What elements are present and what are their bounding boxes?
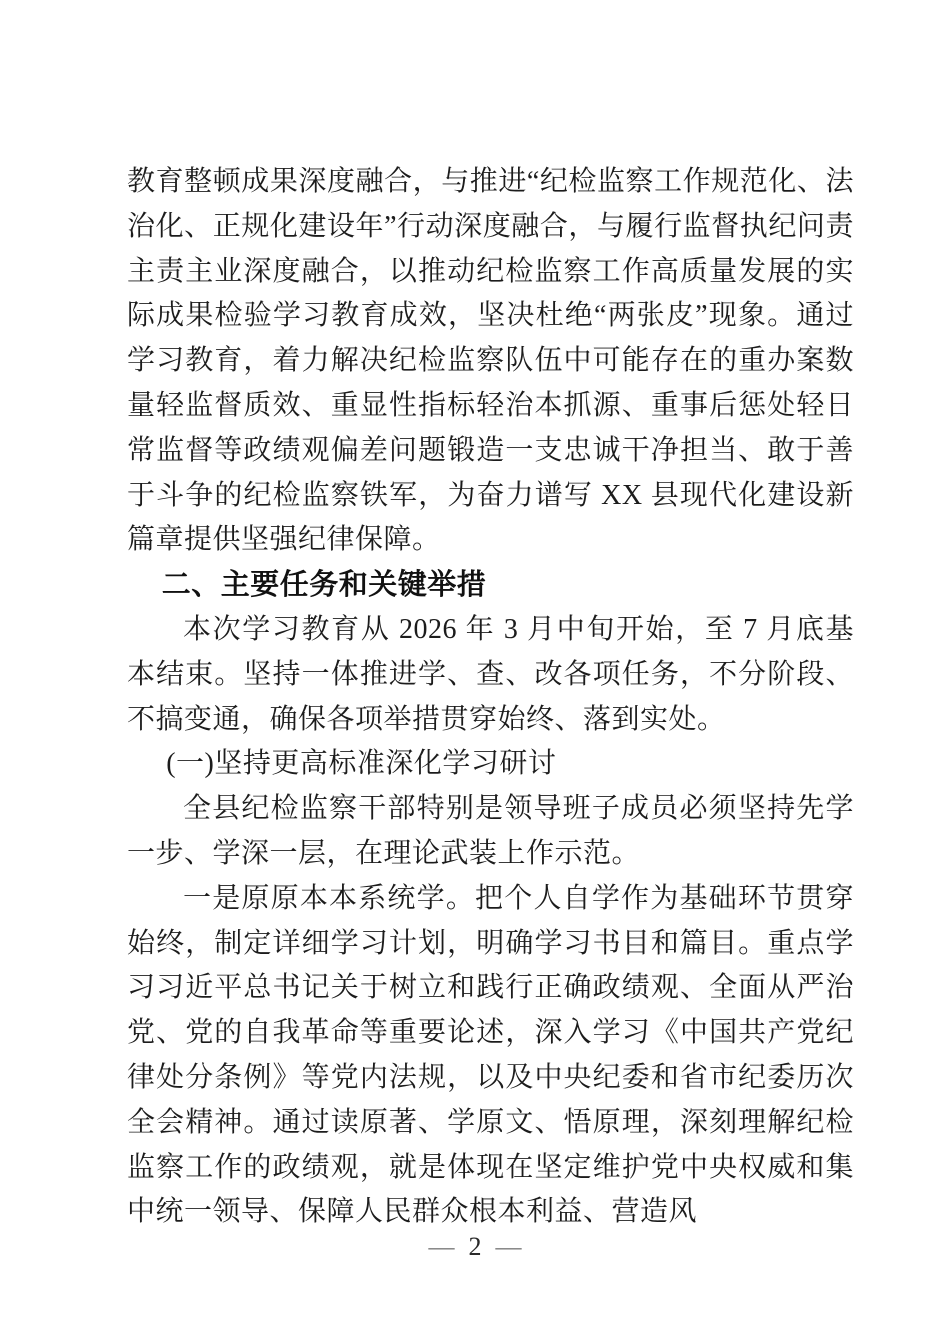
paragraph-cadres: 全县纪检监察干部特别是领导班子成员必须坚持先学一步、学深一层，在理论武装上作示范。	[127, 793, 854, 869]
subsection-heading: (一)坚持更高标准深化学习研讨	[166, 748, 557, 780]
paragraph-schedule: 本次学习教育从 2026 年 3 月中旬开始，至 7 月底基本结束。坚持一体推进学、查、改各项任务，不分阶段、不搞变通，确保各项举措贯穿始终、落到实处。	[127, 613, 854, 735]
paragraph-systematic-study: 一是原原本本系统学。把个人自学作为基础环节贯穿始终，制定详细学习计划，明确学习书目和篇目。重点学习习近平总书记关于树立和践行正确政绩观、全面从严治党、党的自我革命等重要论述，深入学习《中国共产党纪律处分条例》等党内法规，以及中央纪委和省市纪委历次全会精神。通过读原著、学原文、悟原理，深刻理解纪检监察工作的政绩观，就是体现在坚定维护党中央权威和集中统一领导、保障人民群众根本利益、营造风	[127, 882, 854, 1228]
footer-left-dash: —	[428, 1232, 455, 1261]
page-number: 2	[468, 1232, 482, 1261]
document-body	[127, 160, 854, 1235]
paragraph-continuation: 教育整顿成果深度融合，与推进“纪检监察工作规范化、法治化、正规化建设年”行动深度融合，与履行监督执纪问责主责主业深度融合，以推动纪检监察工作高质量发展的实际成果检验学习教育成效，坚决杜绝“两张皮”现象。通过学习教育，着力解决纪检监察队伍中可能存在的重办案数量轻监督质效、重显性指标轻治本抓源、重事后惩处轻日常监督等政绩观偏差问题锻造一支忠诚干净担当、敢于善于斗争的纪检监察铁军，为奋力谱写 XX 县现代化建设新篇章提供坚强纪律保障。	[127, 166, 854, 556]
page-footer	[0, 1230, 950, 1264]
footer-right-dash: —	[495, 1232, 522, 1261]
section-heading: 二、主要任务和关键举措	[161, 569, 487, 602]
